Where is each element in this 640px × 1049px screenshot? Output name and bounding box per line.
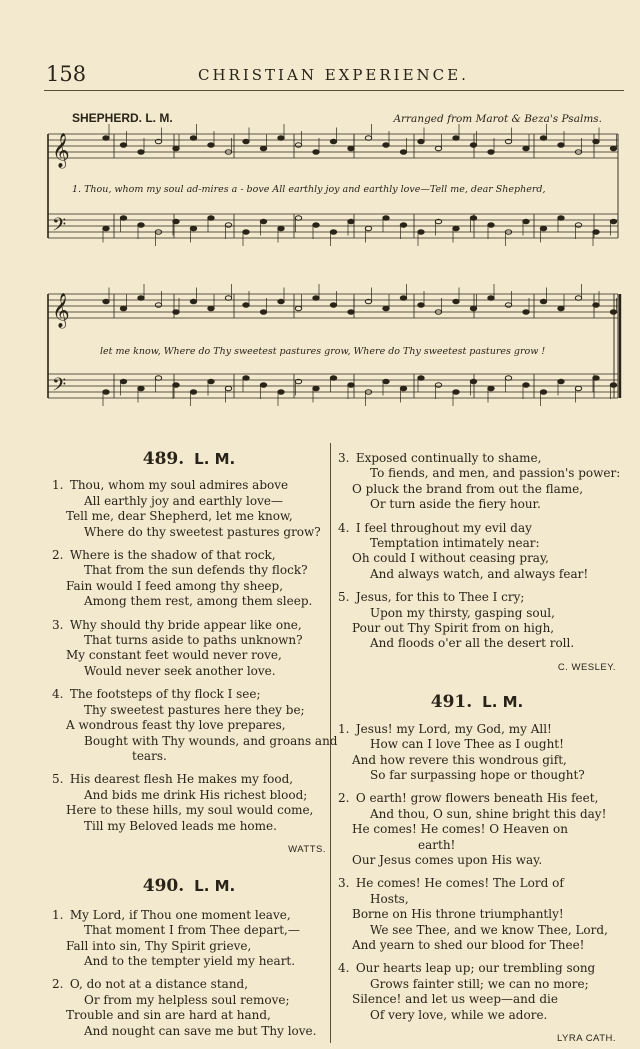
line-text: Would never seek another love. xyxy=(84,663,276,678)
stanza xyxy=(52,908,326,970)
lyric-line-2: let me know, Where do Thy sweetest pastures grow, Where do Thy sweetest pastures grow ! xyxy=(100,346,546,357)
stanza-line xyxy=(52,772,326,787)
line-text: How can I love Thee as I ought! xyxy=(370,737,564,752)
line-text: tears. xyxy=(132,748,167,763)
stanza-line xyxy=(338,722,616,737)
stanza-line xyxy=(338,551,616,566)
stanza-line xyxy=(52,618,326,633)
svg-text:𝄢: 𝄢 xyxy=(52,375,67,400)
stanza-line xyxy=(52,548,326,563)
hymn-491-heading xyxy=(338,692,616,713)
stanza-line xyxy=(338,838,616,853)
stanza-line xyxy=(338,961,616,976)
stanza-line xyxy=(338,977,616,992)
line-text: Trouble and sin are hard at hand, xyxy=(66,1008,271,1023)
stanza-line xyxy=(52,509,326,524)
stanza xyxy=(52,548,326,610)
stanza-line xyxy=(338,907,616,922)
stanza-line xyxy=(52,819,326,834)
line-text: And floods o'er all the desert roll. xyxy=(370,636,575,651)
stanza-line xyxy=(52,939,326,954)
hymn-491-stanzas xyxy=(338,722,616,1023)
line-text: That from the sun defends thy flock? xyxy=(84,563,308,578)
line-text: Till my Beloved leads me home. xyxy=(84,818,277,833)
stanza-line xyxy=(52,478,326,493)
stanza-line xyxy=(338,521,616,536)
line-text: Exposed continually to shame, xyxy=(355,451,542,465)
stanza-line xyxy=(338,536,616,551)
line-text: earth! xyxy=(418,837,456,852)
line-text: That turns aside to paths unknown? xyxy=(84,633,303,648)
stanza xyxy=(52,618,326,680)
line-text: Fain would I feed among thy sheep, xyxy=(66,578,284,593)
line-text: Tell me, dear Shepherd, let me know, xyxy=(66,509,293,524)
line-text: Upon my thirsty, gasping soul, xyxy=(370,605,555,620)
line-text: My constant feet would never rove, xyxy=(66,648,282,663)
stanza-number: 5. xyxy=(52,772,64,787)
stanza xyxy=(52,478,326,540)
svg-text:𝄢: 𝄢 xyxy=(52,215,67,240)
stanza-line xyxy=(338,807,616,822)
line-text: My Lord, if Thou one moment leave, xyxy=(69,907,291,922)
line-text: To fiends, and men, and passion's power: xyxy=(370,466,621,481)
line-text: I feel throughout my evil day xyxy=(355,520,532,535)
stanza-line xyxy=(338,451,616,466)
stanza-line xyxy=(52,633,326,648)
stanza-line xyxy=(338,567,616,582)
hymn-author: WATTS. xyxy=(288,843,326,855)
line-text: And nought can save me but Thy love. xyxy=(84,1023,317,1038)
stanza-line xyxy=(338,768,616,783)
hymn-490-heading xyxy=(52,876,326,897)
line-text: Oh could I without ceasing pray, xyxy=(352,551,549,566)
stanza-line xyxy=(338,737,616,752)
stanza-line xyxy=(338,636,616,651)
stanza-number: 4. xyxy=(52,687,64,702)
stanza-number: 3. xyxy=(338,876,350,891)
line-text: Our Jesus comes upon His way. xyxy=(352,852,543,867)
right-column xyxy=(338,451,621,1046)
stanza-number: 2. xyxy=(338,791,350,806)
stanza-line xyxy=(338,466,621,481)
stanza-line xyxy=(52,908,326,923)
line-text: Where is the shadow of that rock, xyxy=(69,548,276,563)
line-text: Of very love, while we adore. xyxy=(370,1007,548,1022)
stanza xyxy=(338,791,616,868)
hymn-number: 490. xyxy=(142,876,185,897)
stanza-line xyxy=(52,977,326,992)
line-text: Silence! and let us weep—and die xyxy=(352,992,558,1007)
stanza xyxy=(338,876,616,953)
stanza-number: 4. xyxy=(338,961,350,976)
stanza-line xyxy=(52,525,326,540)
hymn-author: LYRA CATH. xyxy=(556,1033,616,1044)
stanza-line xyxy=(338,876,616,891)
line-text: Grows fainter still; we can no more; xyxy=(370,976,589,991)
stanza xyxy=(338,521,616,583)
stanza-line xyxy=(52,687,326,702)
hymn-489-stanzas xyxy=(52,478,338,834)
hymn-meter: L. M. xyxy=(194,450,236,468)
hymn-490-stanzas xyxy=(52,908,326,1039)
line-text: Or from my helpless soul remove; xyxy=(84,992,290,1007)
lyric-line-1: 1. Thou, whom my soul ad-mires a - bove All earthly joy and earthly love—Tell me, dear Shepherd, xyxy=(72,184,546,195)
stanza xyxy=(338,590,616,652)
line-text: And bids me drink His richest blood; xyxy=(84,787,308,802)
stanza-number: 1. xyxy=(52,478,64,493)
line-text: Bought with Thy wounds, and groans and xyxy=(84,733,338,748)
line-text: All earthly joy and earthly love— xyxy=(84,493,283,508)
stanza-number: 5. xyxy=(338,590,350,605)
hymn-489-continued-stanzas xyxy=(338,451,621,652)
line-text: Where do thy sweetest pastures grow? xyxy=(84,524,321,539)
stanza-line xyxy=(338,606,616,621)
line-text: O, do not at a distance stand, xyxy=(69,977,249,992)
stanza-line xyxy=(52,733,338,749)
stanza-line xyxy=(52,923,326,938)
stanza xyxy=(52,977,326,1039)
line-text: Hosts, xyxy=(370,891,409,906)
line-text: A wondrous feast thy love prepares, xyxy=(66,718,286,733)
stanza-line xyxy=(338,621,616,636)
line-text: That moment I from Thee depart,— xyxy=(84,923,300,938)
stanza xyxy=(338,451,621,513)
stanza-number: 2. xyxy=(52,977,64,992)
stanza-line xyxy=(338,938,616,953)
line-text: Our hearts leap up; our trembling song xyxy=(355,961,596,976)
stanza-line xyxy=(338,853,616,868)
line-text: Among them rest, among them sleep. xyxy=(84,594,313,609)
stanza xyxy=(52,772,326,834)
stanza-line xyxy=(52,1008,326,1023)
line-text: So far surpassing hope or thought? xyxy=(370,767,585,782)
stanza-line xyxy=(52,648,326,663)
stanza-number: 1. xyxy=(338,721,350,736)
line-text: His dearest flesh He makes my food, xyxy=(69,772,294,787)
line-text: Pour out Thy Spirit from on high, xyxy=(352,621,555,636)
hymn-author: C. WESLEY. xyxy=(557,661,616,673)
hymn-meter: L. M. xyxy=(194,877,236,896)
line-text: Borne on His throne triumphantly! xyxy=(352,907,564,922)
stanza-line xyxy=(52,749,326,764)
line-text: And always watch, and always fear! xyxy=(370,566,589,581)
left-column xyxy=(52,449,338,1047)
svg-text:𝄞: 𝄞 xyxy=(52,293,70,328)
stanza-line xyxy=(338,791,616,806)
stanza-line xyxy=(338,753,616,768)
stanza-line xyxy=(52,803,326,818)
stanza-line xyxy=(338,482,616,497)
tune-arranger: Arranged from Marot & Beza's Psalms. xyxy=(393,113,602,125)
line-text: And how revere this wondrous gift, xyxy=(352,752,567,767)
stanza-line xyxy=(338,822,616,837)
line-text: Jesus, for this to Thee I cry; xyxy=(355,590,525,605)
stanza-number: 2. xyxy=(52,548,64,563)
hymn-number: 491. xyxy=(430,692,473,713)
line-text: Or turn aside the fiery hour. xyxy=(370,497,541,512)
stanza-line xyxy=(52,788,326,803)
header-rule xyxy=(44,90,624,91)
line-text: Here to these hills, my soul would come, xyxy=(66,803,314,818)
tune-name: SHEPHERD. L. M. xyxy=(72,111,173,125)
stanza-line xyxy=(52,1024,326,1039)
stanza-line xyxy=(338,923,616,938)
line-text: O pluck the brand from out the flame, xyxy=(352,481,584,496)
line-text: And yearn to shed our blood for Thee! xyxy=(352,937,585,952)
stanza-line xyxy=(338,1008,616,1023)
hymn-meter: L. M. xyxy=(482,693,524,712)
stanza-line xyxy=(338,892,616,907)
line-text: Fall into sin, Thy Spirit grieve, xyxy=(66,938,252,953)
stanza-number: 3. xyxy=(52,617,64,632)
stanza xyxy=(52,687,338,764)
stanza-line xyxy=(52,664,326,679)
line-text: And to the tempter yield my heart. xyxy=(84,953,296,968)
line-text: Why should thy bride appear like one, xyxy=(69,617,302,632)
stanza-line xyxy=(52,563,326,578)
stanza-line xyxy=(52,703,326,718)
hymn-number: 489. xyxy=(142,449,185,469)
hymn-490-heading xyxy=(52,449,326,469)
stanza xyxy=(338,961,616,1023)
running-title: CHRISTIAN EXPERIENCE. xyxy=(198,66,469,84)
stanza-number: 1. xyxy=(52,907,64,922)
stanza-line xyxy=(338,497,616,512)
line-text: O earth! grow flowers beneath His feet, xyxy=(355,791,599,806)
stanza xyxy=(338,722,616,784)
line-text: Thou, whom my soul admires above xyxy=(69,478,289,493)
page-number: 158 xyxy=(46,62,87,86)
line-text: The footsteps of thy flock I see; xyxy=(69,687,261,702)
svg-text:𝄞: 𝄞 xyxy=(52,133,70,168)
stanza-line xyxy=(52,494,326,509)
line-text: He comes! He comes! O Heaven on xyxy=(352,822,568,837)
line-text: Temptation intimately near: xyxy=(370,536,540,551)
stanza-line xyxy=(338,590,616,605)
stanza-line xyxy=(338,992,616,1007)
stanza-line xyxy=(52,954,326,969)
line-text: We see Thee, and we know Thee, Lord, xyxy=(370,922,608,937)
stanza-number: 3. xyxy=(338,451,350,465)
music-score xyxy=(44,124,624,424)
line-text: He comes! He comes! The Lord of xyxy=(355,876,564,891)
line-text: And thou, O sun, shine bright this day! xyxy=(370,806,607,821)
stanza-line xyxy=(52,579,326,594)
line-text: Thy sweetest pastures here they be; xyxy=(84,702,305,717)
stanza-number: 4. xyxy=(338,520,350,535)
stanza-line xyxy=(52,718,326,733)
line-text: Jesus! my Lord, my God, my All! xyxy=(355,721,552,736)
stanza-line xyxy=(52,594,326,609)
stanza-line xyxy=(52,993,326,1008)
